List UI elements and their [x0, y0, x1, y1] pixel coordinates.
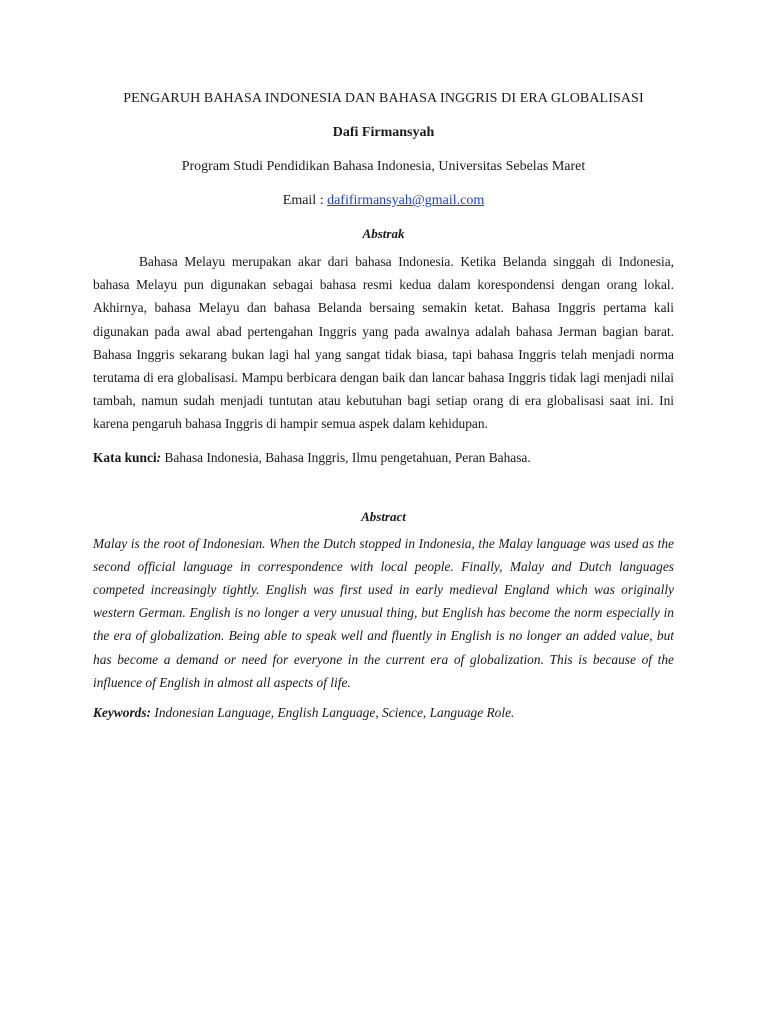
kata-kunci-values: Bahasa Indonesia, Bahasa Inggris, Ilmu pengetahuan, Peran Bahasa. — [161, 449, 531, 465]
paper-title: PENGARUH BAHASA INDONESIA DAN BAHASA INGGRIS DI ERA GLOBALISASI — [123, 91, 644, 106]
email-label: Email : — [282, 193, 328, 208]
email-link[interactable]: dafifirmansyah@gmail.com — [327, 193, 485, 208]
author-name: Dafi Firmansyah — [332, 125, 435, 140]
kata-kunci-colon: : — [156, 449, 162, 465]
abstrak-body: Bahasa Melayu merupakan akar dari bahasa Indonesia. Ketika Belanda singgah di Indonesia, bahasa Melayu pun digunakan sebagai bahasa resmi kedua dalam korespondensi dengan orang lokal. Akhirnya, bahasa Melayu dan bahasa Belanda bersaing semakin ketat. Bahasa Inggris pertama kali digunakan pada awal abad pertengahan Inggris yang pada awalnya adalah bahasa Jerman bagian barat. Bahasa Inggris sekarang bukan lagi hal yang sangat tidak biasa, tapi bahasa Inggris telah menjadi norma terutama di era globalisasi. Mampu berbicara dengan baik dan lancar bahasa Inggris tidak lagi menjadi nilai tambah, namun sudah menjadi tuntutan atau kebutuhan bagi setiap orang di era globalisasi saat ini. Ini karena pengaruh bahasa Inggris di hampir semua aspek dalam kehidupan. — [93, 254, 674, 432]
keywords-line — [93, 704, 674, 722]
abstract-heading: Abstract — [361, 508, 406, 524]
author-affiliation: Program Studi Pendidikan Bahasa Indonesia, Universitas Sebelas Maret — [181, 159, 586, 174]
keywords-label: Keywords: — [93, 705, 152, 721]
abstrak-heading: Abstrak — [362, 226, 405, 241]
abstract-body: Malay is the root of Indonesian. When the Dutch stopped in Indonesia, the Malay language was used as the second official language in correspondence with local people. Finally, Malay and Dutch languages competed increasingly tightly. English was first used in early medieval England which was originally western German. English is no longer a very unusual thing, but English has become the norm especially in the era of globalization. Being able to speak well and fluently in English is no longer an added value, but has become a demand or need for everyone in the current era of globalization. This is because of the influence of English in almost all aspects of life. — [93, 535, 674, 690]
kata-kunci-label: Kata kunci — [93, 449, 157, 465]
keywords-values: Indonesian Language, English Language, Science, Language Role. — [151, 705, 515, 721]
email-line — [93, 192, 674, 210]
kata-kunci-line — [93, 449, 674, 467]
